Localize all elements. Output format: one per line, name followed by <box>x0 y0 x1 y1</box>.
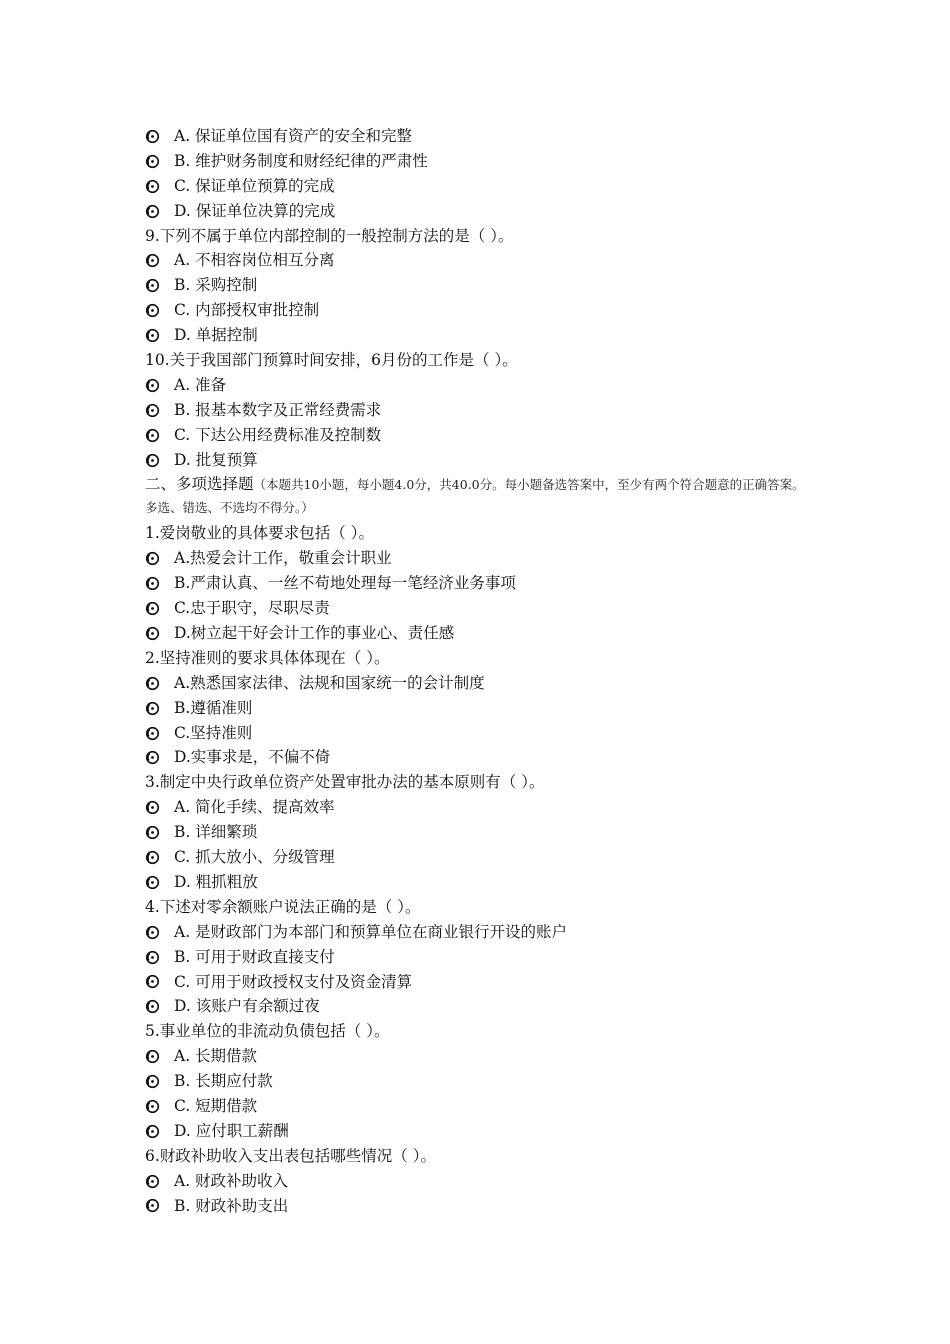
answer-option[interactable] <box>145 546 810 571</box>
radio-button-icon[interactable] <box>145 403 160 418</box>
option-label: D.实事求是，不偏不倚 <box>174 748 331 767</box>
answer-option[interactable] <box>145 845 810 870</box>
option-label: A. 准备 <box>174 375 227 394</box>
exam-content <box>145 124 810 1218</box>
answer-option[interactable] <box>145 174 810 199</box>
radio-button-icon[interactable] <box>145 1049 160 1064</box>
radio-button-icon[interactable] <box>145 601 160 616</box>
section-instructions: （本题共10小题，每小题4.0分，共40.0分。每小题备选答案中，至少有两个符合题意的正确答案。多选、错选、不选均不得分。） <box>145 477 805 516</box>
section-title: 二、多项选择题 <box>145 475 254 494</box>
question-text: 3.制定中央行政单位资产处置审批办法的基本原则有（ ）。 <box>145 773 545 792</box>
question-text: 4.下述对零余额账户说法正确的是（ ）。 <box>145 897 421 916</box>
answer-option[interactable] <box>145 248 810 273</box>
radio-button-icon[interactable] <box>145 1124 160 1139</box>
answer-option[interactable] <box>145 1119 810 1144</box>
option-label: C. 抓大放小、分级管理 <box>174 848 335 867</box>
answer-option[interactable] <box>145 795 810 820</box>
answer-option[interactable] <box>145 1194 810 1219</box>
radio-button-icon[interactable] <box>145 999 160 1014</box>
option-label: B. 可用于财政直接支付 <box>174 947 335 966</box>
option-label: D. 批复预算 <box>174 450 258 469</box>
answer-option[interactable] <box>145 1169 810 1194</box>
radio-button-icon[interactable] <box>145 875 160 890</box>
radio-button-icon[interactable] <box>145 750 160 765</box>
option-label: B. 详细繁琐 <box>174 823 258 842</box>
answer-option[interactable] <box>145 423 810 448</box>
answer-option[interactable] <box>145 273 810 298</box>
answer-option[interactable] <box>145 994 810 1019</box>
question-text: 9.下列不属于单位内部控制的一般控制方法的是（ ）。 <box>145 226 514 245</box>
answer-option[interactable] <box>145 870 810 895</box>
radio-button-icon[interactable] <box>145 701 160 716</box>
answer-option[interactable] <box>145 721 810 746</box>
answer-option[interactable] <box>145 1094 810 1119</box>
option-label: A. 保证单位国有资产的安全和完整 <box>174 127 413 145</box>
radio-button-icon[interactable] <box>145 1099 160 1114</box>
radio-button-icon[interactable] <box>145 676 160 691</box>
answer-option[interactable] <box>145 596 810 621</box>
option-label: B. 报基本数字及正常经费需求 <box>174 400 382 419</box>
option-label: A.热爱会计工作，敬重会计职业 <box>174 549 392 568</box>
option-label: D.树立起干好会计工作的事业心、责任感 <box>174 624 455 643</box>
radio-button-icon[interactable] <box>145 204 160 219</box>
answer-option[interactable] <box>145 696 810 721</box>
option-label: C. 下达公用经费标准及控制数 <box>174 425 382 444</box>
option-label: D. 应付职工薪酬 <box>174 1121 289 1140</box>
option-label: C. 可用于财政授权支付及资金清算 <box>174 972 413 991</box>
option-label: C. 保证单位预算的完成 <box>174 176 335 195</box>
radio-button-icon[interactable] <box>145 551 160 566</box>
option-label: B.严肃认真、一丝不苟地处理每一笔经济业务事项 <box>174 574 516 593</box>
radio-button-icon[interactable] <box>145 1174 160 1189</box>
radio-button-icon[interactable] <box>145 179 160 194</box>
answer-option[interactable] <box>145 970 810 995</box>
radio-button-icon[interactable] <box>145 576 160 591</box>
radio-button-icon[interactable] <box>145 378 160 393</box>
radio-button-icon[interactable] <box>145 328 160 343</box>
radio-button-icon[interactable] <box>145 453 160 468</box>
radio-button-icon[interactable] <box>145 303 160 318</box>
answer-option[interactable] <box>145 298 810 323</box>
option-label: C.忠于职守，尽职尽责 <box>174 599 330 618</box>
radio-button-icon[interactable] <box>145 129 160 144</box>
radio-button-icon[interactable] <box>145 1074 160 1089</box>
radio-button-icon[interactable] <box>145 800 160 815</box>
question-text: 1.爱岗敬业的具体要求包括（ ）。 <box>145 524 374 543</box>
answer-option[interactable] <box>145 323 810 348</box>
answer-option[interactable] <box>145 398 810 423</box>
option-label: A. 财政补助收入 <box>174 1171 289 1190</box>
option-label: B. 采购控制 <box>174 276 258 295</box>
question-text: 6.财政补助收入支出表包括哪些情况（ ）。 <box>145 1146 436 1165</box>
radio-button-icon[interactable] <box>145 925 160 940</box>
radio-button-icon[interactable] <box>145 974 160 989</box>
radio-button-icon[interactable] <box>145 850 160 865</box>
radio-button-icon[interactable] <box>145 726 160 741</box>
option-label: C.坚持准则 <box>174 723 253 742</box>
answer-option[interactable] <box>145 920 810 945</box>
option-label: B. 财政补助支出 <box>174 1196 289 1215</box>
option-label: A. 不相容岗位相互分离 <box>174 251 335 270</box>
question-text: 5.事业单位的非流动负债包括（ ）。 <box>145 1022 390 1041</box>
radio-button-icon[interactable] <box>145 1198 160 1213</box>
answer-option[interactable] <box>145 745 810 770</box>
answer-option[interactable] <box>145 945 810 970</box>
radio-button-icon[interactable] <box>145 428 160 443</box>
radio-button-icon[interactable] <box>145 278 160 293</box>
question-text: 10.关于我国部门预算时间安排，6月份的工作是（ ）。 <box>145 351 518 370</box>
option-label: D. 粗抓粗放 <box>174 872 258 891</box>
answer-option[interactable] <box>145 124 810 149</box>
answer-option[interactable] <box>145 1044 810 1069</box>
section-header <box>145 473 810 519</box>
option-label: A. 长期借款 <box>174 1047 258 1066</box>
answer-option[interactable] <box>145 1069 810 1094</box>
option-label: B. 维护财务制度和财经纪律的严肃性 <box>174 151 428 170</box>
radio-button-icon[interactable] <box>145 825 160 840</box>
radio-button-icon[interactable] <box>145 253 160 268</box>
option-label: B.遵循准则 <box>174 698 253 717</box>
answer-option[interactable] <box>145 820 810 845</box>
radio-button-icon[interactable] <box>145 626 160 641</box>
option-label: D. 保证单位决算的完成 <box>174 201 336 220</box>
radio-button-icon[interactable] <box>145 154 160 169</box>
answer-option[interactable] <box>145 373 810 398</box>
question-text: 2.坚持准则的要求具体体现在（ ）。 <box>145 648 390 667</box>
option-label: A. 是财政部门为本部门和预算单位在商业银行开设的账户 <box>174 922 568 941</box>
answer-option[interactable] <box>145 199 810 224</box>
answer-option[interactable] <box>145 671 810 696</box>
option-label: C. 内部授权审批控制 <box>174 301 320 320</box>
option-label: D. 该账户有余额过夜 <box>174 997 320 1016</box>
radio-button-icon[interactable] <box>145 950 160 965</box>
answer-option[interactable] <box>145 571 810 596</box>
answer-option[interactable] <box>145 448 810 473</box>
option-label: A. 简化手续、提高效率 <box>174 798 335 817</box>
option-label: A.熟悉国家法律、法规和国家统一的会计制度 <box>174 673 485 692</box>
option-label: C. 短期借款 <box>174 1096 258 1115</box>
answer-option[interactable] <box>145 621 810 646</box>
answer-option[interactable] <box>145 149 810 174</box>
option-label: D. 单据控制 <box>174 326 258 345</box>
option-label: B. 长期应付款 <box>174 1072 273 1091</box>
